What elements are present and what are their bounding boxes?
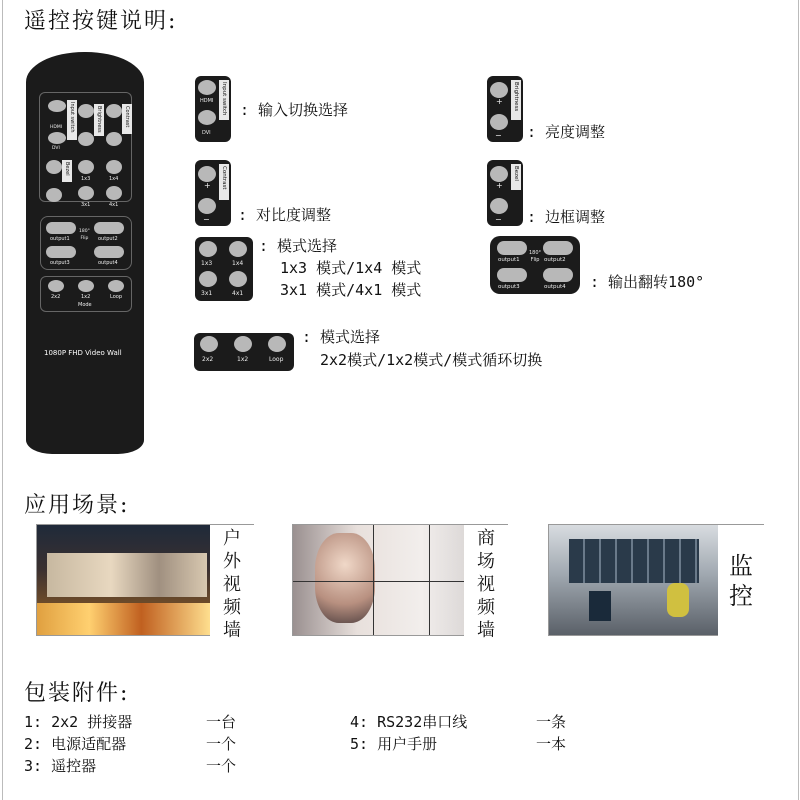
mode-4x1-button[interactable]: [229, 271, 247, 287]
bezel-down-button[interactable]: [490, 198, 508, 214]
flip-180-label: 180° Flip: [529, 250, 542, 263]
remote-mode-label: Mode: [78, 302, 92, 308]
contrast-up-button[interactable]: [198, 166, 216, 182]
accessory-qty-4: 一条: [536, 713, 567, 731]
section-title-scenes: 应用场景:: [24, 493, 130, 518]
remote-output2-label: output2: [98, 236, 118, 242]
accessory-item-3: 3: 遥控器: [24, 757, 97, 775]
detail-contrast: [195, 160, 231, 226]
mode-1x3-button[interactable]: [199, 241, 217, 257]
bezel-up-button[interactable]: [490, 166, 508, 182]
remote-input-label: Input switch: [67, 100, 77, 140]
remote-flip-label: 180° Flip: [79, 229, 90, 241]
remote-1x4-label: 1x4: [109, 176, 119, 182]
mode-3x1-label: 3x1: [201, 290, 213, 297]
contrast-plus-label: +: [204, 181, 211, 190]
flip-output3-label: output3: [498, 284, 520, 290]
mode-2x2-label: 2x2: [202, 356, 214, 363]
remote-hdmi-label: HDMI: [50, 125, 63, 130]
flip-output2-label: output2: [544, 257, 566, 263]
remote-brightness-label: Brightness: [94, 104, 104, 136]
desc-mode2-title: : 模式选择: [302, 328, 381, 346]
mode-1x4-button[interactable]: [229, 241, 247, 257]
mode-4x1-label: 4x1: [232, 290, 244, 297]
remote-loop-label: Loop: [110, 294, 122, 300]
remote-3x1-label: 3x1: [81, 202, 91, 208]
remote-4x1-label: 4x1: [109, 202, 119, 208]
mode-1x2-label: 1x2: [237, 356, 249, 363]
desc-mode2-line: 2x2模式/1x2模式/模式循环切换: [320, 351, 543, 369]
mode-3x1-button[interactable]: [199, 271, 217, 287]
brightness-label: Brightness: [511, 80, 521, 120]
flip-output1-button[interactable]: [497, 241, 527, 255]
accessory-qty-5: 一本: [536, 735, 567, 753]
detail-input-switch: [195, 76, 231, 142]
remote-1x3-button[interactable]: [78, 160, 94, 174]
input-hdmi-label: HDMI: [200, 98, 214, 104]
scene-mall-caption: 商 场 视 频 墙: [464, 525, 508, 636]
accessory-qty-3: 一个: [206, 757, 237, 775]
remote-output1-label: output1: [50, 236, 70, 242]
input-dvi-label: DVI: [202, 130, 211, 136]
street-lights: [37, 603, 211, 636]
billboard-screen: [47, 553, 207, 597]
flip-output2-button[interactable]: [543, 241, 573, 255]
remote-brightness-down[interactable]: [78, 132, 94, 146]
remote-output1-button[interactable]: [46, 222, 76, 234]
remote-hdmi-button[interactable]: [48, 100, 66, 112]
detail-mode-grid: [195, 237, 253, 301]
mode-1x3-label: 1x3: [201, 260, 213, 267]
accessory-qty-2: 一个: [206, 735, 237, 753]
accessory-qty-1: 一台: [206, 713, 237, 731]
remote-control: [26, 52, 144, 454]
remote-contrast-label: Contrast: [122, 104, 132, 134]
desc-flip: : 输出翻转180°: [590, 273, 705, 291]
brightness-down-button[interactable]: [490, 114, 508, 130]
desc-mode-title: : 模式选择: [259, 237, 338, 255]
remote-dvi-label: DVI: [52, 146, 60, 151]
remote-dvi-button[interactable]: [48, 132, 66, 144]
remote-1x2-label: 1x2: [81, 294, 91, 300]
desc-mode-line1: 1x3 模式/1x4 模式: [280, 259, 422, 277]
remote-4x1-button[interactable]: [106, 186, 122, 200]
detail-bezel: [487, 160, 523, 226]
desk-monitor: [589, 591, 611, 621]
mode-1x2-button[interactable]: [234, 336, 252, 352]
remote-contrast-down[interactable]: [106, 132, 122, 146]
remote-bezel-up[interactable]: [46, 160, 62, 174]
desc-bezel: : 边框调整: [527, 208, 606, 226]
contrast-label: Contrast: [219, 164, 229, 200]
input-dvi-button[interactable]: [198, 110, 216, 125]
remote-2x2-label: 2x2: [51, 294, 61, 300]
mode-2x2-button[interactable]: [200, 336, 218, 352]
brightness-up-button[interactable]: [490, 82, 508, 98]
input-switch-label: Input switch: [219, 80, 229, 120]
remote-output3-label: output3: [50, 260, 70, 266]
remote-3x1-button[interactable]: [78, 186, 94, 200]
remote-1x3-label: 1x3: [81, 176, 91, 182]
accessory-item-4: 4: RS232串口线: [350, 713, 468, 731]
desc-input: : 输入切换选择: [240, 101, 349, 119]
remote-output2-button[interactable]: [94, 222, 124, 234]
remote-2x2-button[interactable]: [48, 280, 64, 292]
desc-mode-line2: 3x1 模式/4x1 模式: [280, 281, 422, 299]
section-title-accessories: 包装附件:: [24, 681, 130, 706]
mode-loop-button[interactable]: [268, 336, 286, 352]
section-title-remote: 遥控按键说明:: [24, 9, 178, 34]
flip-output3-button[interactable]: [497, 268, 527, 282]
bezel-label: Bezel: [511, 164, 521, 190]
remote-model-label: 1080P FHD Video Wall: [44, 349, 122, 357]
detail-brightness: [487, 76, 523, 142]
flip-output1-label: output1: [498, 257, 520, 263]
remote-output4-button[interactable]: [94, 246, 124, 258]
scene-outdoor-caption: 户 外 视 频 墙: [210, 525, 254, 636]
accessory-item-2: 2: 电源适配器: [24, 735, 127, 753]
remote-output4-label: output4: [98, 260, 118, 266]
accessory-item-1: 1: 2x2 拼接器: [24, 713, 133, 731]
remote-loop-button[interactable]: [108, 280, 124, 292]
remote-output3-button[interactable]: [46, 246, 76, 258]
contrast-down-button[interactable]: [198, 198, 216, 214]
mode-loop-label: Loop: [269, 356, 284, 363]
brightness-minus-label: −: [495, 131, 502, 140]
monitor-wall: [569, 539, 699, 583]
flip-output4-label: output4: [544, 284, 566, 290]
remote-bezel-label: Bezel: [62, 160, 72, 182]
mall-model-face: [315, 533, 375, 623]
detail-mode-row: [194, 333, 294, 371]
remote-1x2-button[interactable]: [78, 280, 94, 292]
mode-1x4-label: 1x4: [232, 260, 244, 267]
remote-contrast-up[interactable]: [106, 104, 122, 118]
remote-1x4-button[interactable]: [106, 160, 122, 174]
remote-brightness-up[interactable]: [78, 104, 94, 118]
flip-output4-button[interactable]: [543, 268, 573, 282]
scene-monitoring-caption: 监 控: [718, 525, 764, 636]
remote-bezel-down[interactable]: [46, 188, 62, 202]
bezel-plus-label: +: [496, 181, 503, 190]
brightness-plus-label: +: [496, 97, 503, 106]
detail-flip: [490, 236, 580, 294]
input-hdmi-button[interactable]: [198, 80, 216, 95]
desc-brightness: : 亮度调整: [527, 123, 606, 141]
bezel-minus-label: −: [495, 215, 502, 224]
contrast-minus-label: −: [203, 215, 210, 224]
accessory-item-5: 5: 用户手册: [350, 735, 438, 753]
operator-figure: [667, 583, 689, 617]
desc-contrast: : 对比度调整: [238, 206, 332, 224]
